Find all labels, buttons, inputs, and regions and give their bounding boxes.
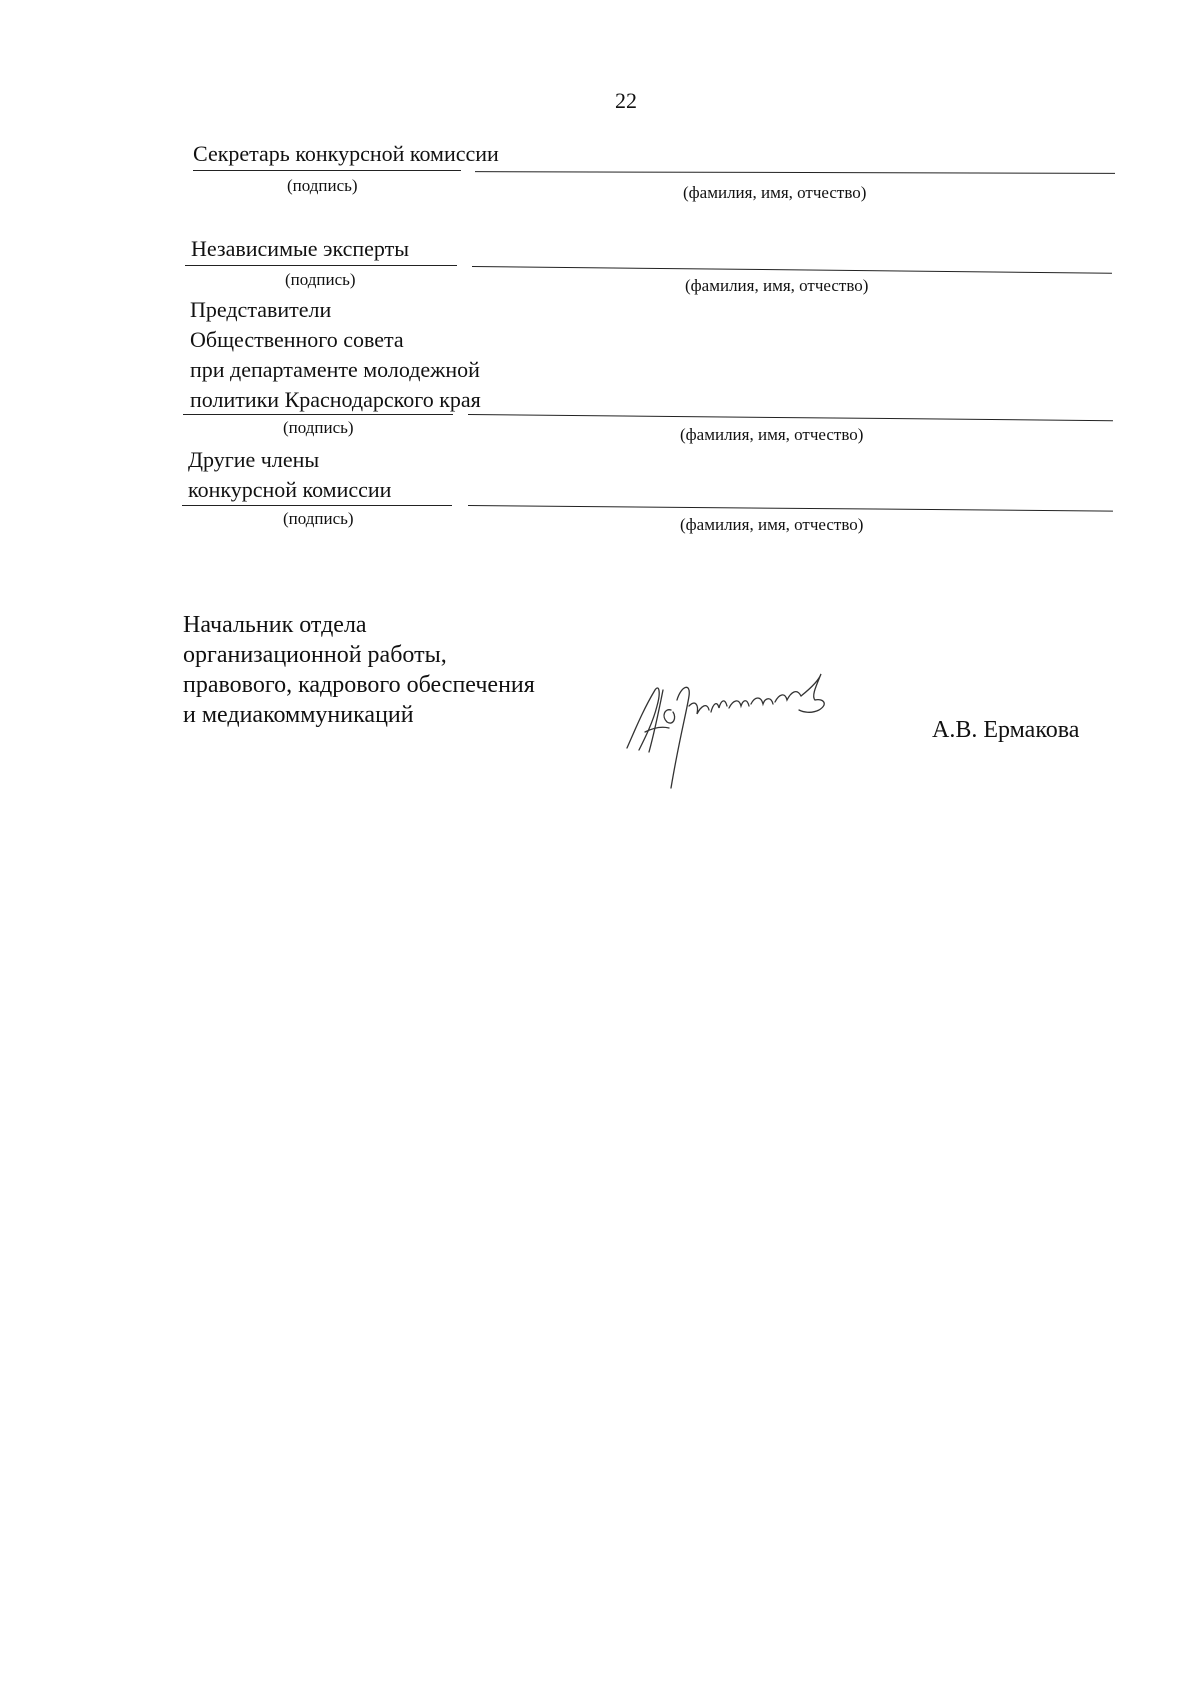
position-line-1: Начальник отдела: [183, 612, 367, 638]
secretary-name-caption: (фамилия, имя, отчество): [683, 183, 867, 202]
page-number: 22: [615, 88, 637, 113]
secretary-label: Секретарь конкурсной комиссии: [193, 141, 499, 166]
position-line-2: организационной работы,: [183, 642, 447, 668]
council-name-line: [468, 414, 1113, 421]
members-signature-line: [182, 505, 452, 506]
experts-signature-line: [185, 265, 457, 266]
members-signature-caption: (подпись): [283, 509, 354, 528]
handwritten-signature: [615, 670, 865, 790]
council-signature-line: [183, 414, 453, 415]
signer-name: А.В. Ермакова: [932, 717, 1080, 743]
experts-signature-caption: (подпись): [285, 270, 356, 289]
position-line-4: и медиакоммуникаций: [183, 702, 414, 728]
council-name-caption: (фамилия, имя, отчество): [680, 425, 864, 444]
council-label-line-2: Общественного совета: [190, 327, 404, 352]
position-line-3: правового, кадрового обеспечения: [183, 672, 535, 698]
council-label-line-3: при департаменте молодежной: [190, 357, 480, 382]
experts-name-caption: (фамилия, имя, отчество): [685, 276, 869, 295]
experts-name-line: [472, 266, 1112, 274]
secretary-name-line: [475, 171, 1115, 174]
secretary-signature-line: [193, 170, 461, 171]
members-label-line-2: конкурсной комиссии: [188, 477, 392, 502]
members-label-line-1: Другие члены: [188, 447, 320, 472]
council-label-line-1: Представители: [190, 297, 332, 322]
experts-label: Независимые эксперты: [191, 236, 410, 261]
council-signature-caption: (подпись): [283, 418, 354, 437]
members-name-caption: (фамилия, имя, отчество): [680, 515, 864, 534]
secretary-signature-caption: (подпись): [287, 176, 358, 195]
members-name-line: [468, 505, 1113, 512]
council-label-line-4: политики Краснодарского края: [190, 387, 481, 412]
